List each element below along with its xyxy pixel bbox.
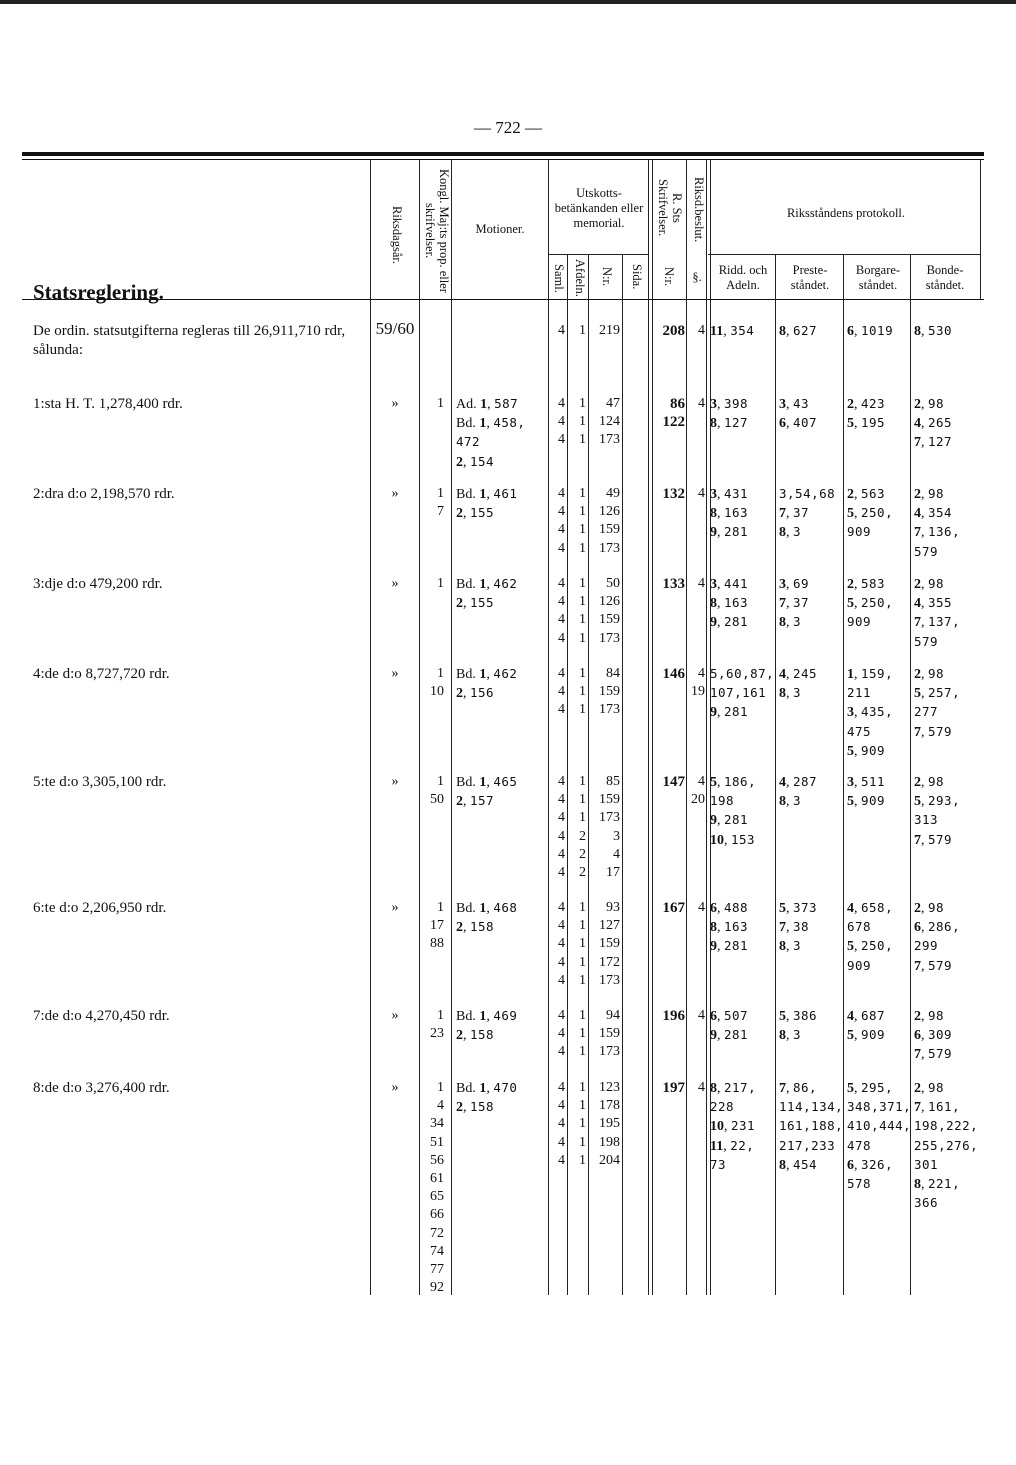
row-9-afdeln: 1 1 1 1 1 (579, 1080, 586, 1168)
subheader-rule (548, 254, 649, 255)
row-8-prop: 1 23 (430, 1008, 444, 1042)
header-borgare: Borgare- ståndet. (855, 263, 901, 292)
row-8-year: » (391, 1008, 399, 1023)
row-5-saml: 4 4 4 (558, 666, 565, 718)
row-4-rsts: 133 (662, 576, 685, 592)
row-9-para: 4 (698, 1080, 705, 1095)
header-rsts: R. Sts Skrifvelser. (656, 179, 684, 237)
row-1-nr: 219 (599, 323, 620, 338)
row-4-bonde: 2, 98 4, 355 7, 137, 579 (914, 576, 961, 649)
header-nr: N:r. (600, 267, 614, 287)
row-6-borgare: 3, 511 5, 909 (847, 774, 886, 810)
header-utskotts: Utskotts- betänkanden eller memorial. (554, 186, 644, 230)
row-6-afdeln: 1 1 1 2 2 2 (579, 774, 586, 881)
row-7-nr: 93 127 159 172 173 (599, 900, 620, 988)
header-sida: Sida. (630, 264, 644, 290)
col-line (451, 160, 452, 1295)
row-8-desc: 7:de d:o 4,270,450 rdr. (33, 1008, 170, 1024)
row-8-saml: 4 4 4 (558, 1008, 565, 1060)
row-1-preste: 8, 627 (779, 323, 818, 339)
row-1-bonde: 8, 530 (914, 323, 953, 339)
row-3-motioner: Bd. 1, 461 2, 155 (456, 486, 518, 522)
header-ridd: Ridd. och Adeln. (718, 263, 768, 292)
row-6-motioner: Bd. 1, 465 2, 157 (456, 774, 518, 810)
row-3-rsts: 132 (662, 486, 685, 502)
row-2-borgare: 2, 423 5, 195 (847, 396, 886, 432)
row-2-saml: 4 4 4 (558, 396, 565, 448)
row-6-nr: 85 159 173 3 4 17 (599, 774, 620, 881)
page-number: — 722 — (474, 118, 542, 137)
row-1-para: 4 (698, 323, 705, 338)
row-8-ridd: 6, 507 9, 281 (710, 1008, 749, 1044)
row-6-para: 4 20 (691, 774, 705, 808)
row-3-afdeln: 1 1 1 1 (579, 486, 586, 556)
header-motioner: Motioner. (475, 222, 525, 236)
row-7-saml: 4 4 4 4 4 (558, 900, 565, 988)
row-1-year: 59/60 (375, 319, 415, 338)
row-3-preste: 3,54,68 7, 37 8, 3 (779, 486, 836, 541)
subheader-rule (708, 254, 980, 255)
row-2-ridd: 3, 398 8, 127 (710, 396, 749, 432)
header-saml: Saml. (552, 263, 566, 293)
header-kongl-prop: Kongl. Maj:ts prop. eller skrifvelser. (423, 168, 451, 293)
row-3-prop: 1 7 (437, 486, 444, 520)
row-4-afdeln: 1 1 1 1 (579, 576, 586, 646)
row-1-ridd: 11, 354 (710, 323, 755, 339)
row-9-prop: 1 4 34 51 56 61 65 66 72 74 77 92 (430, 1080, 444, 1296)
row-7-desc: 6:te d:o 2,206,950 rdr. (33, 900, 167, 916)
row-9-year: » (391, 1080, 399, 1095)
row-4-ridd: 3, 441 8, 163 9, 281 (710, 576, 749, 631)
row-1-saml: 4 (558, 323, 565, 338)
row-9-desc: 8:de d:o 3,276,400 rdr. (33, 1080, 170, 1096)
row-4-preste: 3, 69 7, 37 8, 3 (779, 576, 810, 631)
row-5-preste: 4, 245 8, 3 (779, 666, 818, 702)
row-8-rsts: 196 (662, 1008, 685, 1024)
row-8-motioner: Bd. 1, 469 2, 158 (456, 1008, 518, 1044)
row-2-nr: 47 124 173 (599, 396, 620, 448)
row-2-motioner: Ad. 1, 587 Bd. 1, 458, 472 2, 154 (456, 396, 526, 470)
row-8-borgare: 4, 687 5, 909 (847, 1008, 886, 1044)
row-3-borgare: 2, 563 5, 250, 909 (847, 486, 894, 540)
row-4-prop: 1 (437, 576, 444, 591)
row-5-rsts: 146 (662, 666, 685, 682)
row-7-bonde: 2, 98 6, 286, 299 7, 579 (914, 900, 961, 974)
row-3-ridd: 3, 431 8, 163 9, 281 (710, 486, 749, 541)
header-preste: Preste- ståndet. (790, 263, 830, 292)
row-7-afdeln: 1 1 1 1 1 (579, 900, 586, 988)
row-3-year: » (391, 486, 399, 501)
row-1-rsts: 208 (662, 323, 685, 339)
row-5-para: 4 19 (691, 666, 705, 700)
row-6-preste: 4, 287 8, 3 (779, 774, 818, 810)
row-3-nr: 49 126 159 173 (599, 486, 620, 556)
row-2-year: » (391, 396, 399, 411)
row-9-nr: 123 178 195 198 204 (599, 1080, 620, 1168)
top-border (0, 0, 1016, 4)
row-7-borgare: 4, 658, 678 5, 250, 909 (847, 900, 894, 973)
row-1-borgare: 6, 1019 (847, 323, 894, 339)
row-9-preste: 7, 86, 114,134, 161,188, 217,233 8, 454 (779, 1080, 844, 1173)
row-8-preste: 5, 386 8, 3 (779, 1008, 818, 1044)
row-3-desc: 2:dra d:o 2,198,570 rdr. (33, 486, 175, 502)
header-riksdagsar: Riksdagsår. (390, 206, 404, 264)
row-5-nr: 84 159 173 (599, 666, 620, 718)
row-7-motioner: Bd. 1, 468 2, 158 (456, 900, 518, 936)
header-rule-thick (22, 152, 984, 156)
row-9-bonde: 2, 98 7, 161, 198,222, 255,276, 301 8, 221, 366 (914, 1080, 979, 1211)
row-5-ridd: 5,60,87, 107,161 9, 281 (710, 666, 775, 721)
row-6-saml: 4 4 4 4 4 4 (558, 774, 565, 881)
row-2-rsts: 86 122 (662, 396, 685, 431)
col-line (980, 160, 981, 300)
row-5-motioner: Bd. 1, 462 2, 156 (456, 666, 518, 702)
row-4-desc: 3:dje d:o 479,200 rdr. (33, 576, 163, 592)
header-protokoll: Riksståndens protokoll. (786, 206, 906, 220)
col-line (370, 160, 371, 1295)
row-3-para: 4 (698, 486, 705, 501)
row-2-bonde: 2, 98 4, 265 7, 127 (914, 396, 953, 451)
row-2-prop: 1 (437, 396, 444, 411)
row-6-prop: 1 50 (430, 774, 444, 808)
row-1-afdeln: 1 (579, 323, 586, 338)
row-7-ridd: 6, 488 8, 163 9, 281 (710, 900, 749, 955)
row-5-year: » (391, 666, 399, 681)
row-6-desc: 5:te d:o 3,305,100 rdr. (33, 774, 167, 790)
row-3-saml: 4 4 4 4 (558, 486, 565, 556)
row-8-para: 4 (698, 1008, 705, 1023)
row-6-rsts: 147 (662, 774, 685, 790)
row-5-borgare: 1, 159, 211 3, 435, 475 5, 909 (847, 666, 894, 759)
header-riksd-beslut: Riksd.beslut. (692, 177, 706, 243)
row-9-ridd: 8, 217, 228 10, 231 11, 22, 73 (710, 1080, 757, 1172)
row-7-preste: 5, 373 7, 38 8, 3 (779, 900, 818, 955)
header-paragraph: §. (692, 270, 702, 284)
row-4-borgare: 2, 583 5, 250, 909 (847, 576, 894, 630)
row-6-bonde: 2, 98 5, 293, 313 7, 579 (914, 774, 961, 848)
row-8-nr: 94 159 173 (599, 1008, 620, 1060)
row-4-motioner: Bd. 1, 462 2, 155 (456, 576, 518, 612)
row-4-nr: 50 126 159 173 (599, 576, 620, 646)
row-1-desc: De ordin. statsutgifterna regleras till 26,911,710 rdr, sålunda: (33, 323, 346, 358)
header-rule-thin (22, 159, 984, 160)
section-title: Statsreglering. (33, 280, 164, 304)
row-7-para: 4 (698, 900, 705, 915)
row-8-afdeln: 1 1 1 (579, 1008, 586, 1060)
col-line (622, 254, 623, 1295)
header-afdeln: Afdeln. (573, 259, 587, 297)
row-6-year: » (391, 774, 399, 789)
row-5-prop: 1 10 (430, 666, 444, 700)
row-5-afdeln: 1 1 1 (579, 666, 586, 718)
row-7-rsts: 167 (662, 900, 685, 916)
header-bonde: Bonde- ståndet. (925, 263, 965, 292)
row-9-saml: 4 4 4 4 4 (558, 1080, 565, 1168)
row-4-saml: 4 4 4 4 (558, 576, 565, 646)
row-8-bonde: 2, 98 6, 309 7, 579 (914, 1008, 953, 1063)
row-4-year: » (391, 576, 399, 591)
row-2-desc: 1:sta H. T. 1,278,400 rdr. (33, 396, 183, 412)
row-3-bonde: 2, 98 4, 354 7, 136, 579 (914, 486, 961, 559)
row-7-year: » (391, 900, 399, 915)
row-9-rsts: 197 (662, 1080, 685, 1096)
header-rsts-nr: N:r. (662, 267, 676, 287)
row-7-prop: 1 17 88 (430, 900, 444, 952)
header-bottom-rule (22, 299, 984, 300)
row-2-preste: 3, 43 6, 407 (779, 396, 818, 432)
row-2-para: 4 (698, 396, 705, 411)
row-5-bonde: 2, 98 5, 257, 277 7, 579 (914, 666, 961, 740)
row-9-borgare: 5, 295, 348,371, 410,444, 478 6, 326, 578 (847, 1080, 912, 1192)
row-4-para: 4 (698, 576, 705, 591)
row-5-desc: 4:de d:o 8,727,720 rdr. (33, 666, 170, 682)
col-line (843, 254, 844, 1295)
row-9-motioner: Bd. 1, 470 2, 158 (456, 1080, 518, 1116)
row-6-ridd: 5, 186, 198 9, 281 10, 153 (710, 774, 757, 848)
row-2-afdeln: 1 1 1 (579, 396, 586, 448)
